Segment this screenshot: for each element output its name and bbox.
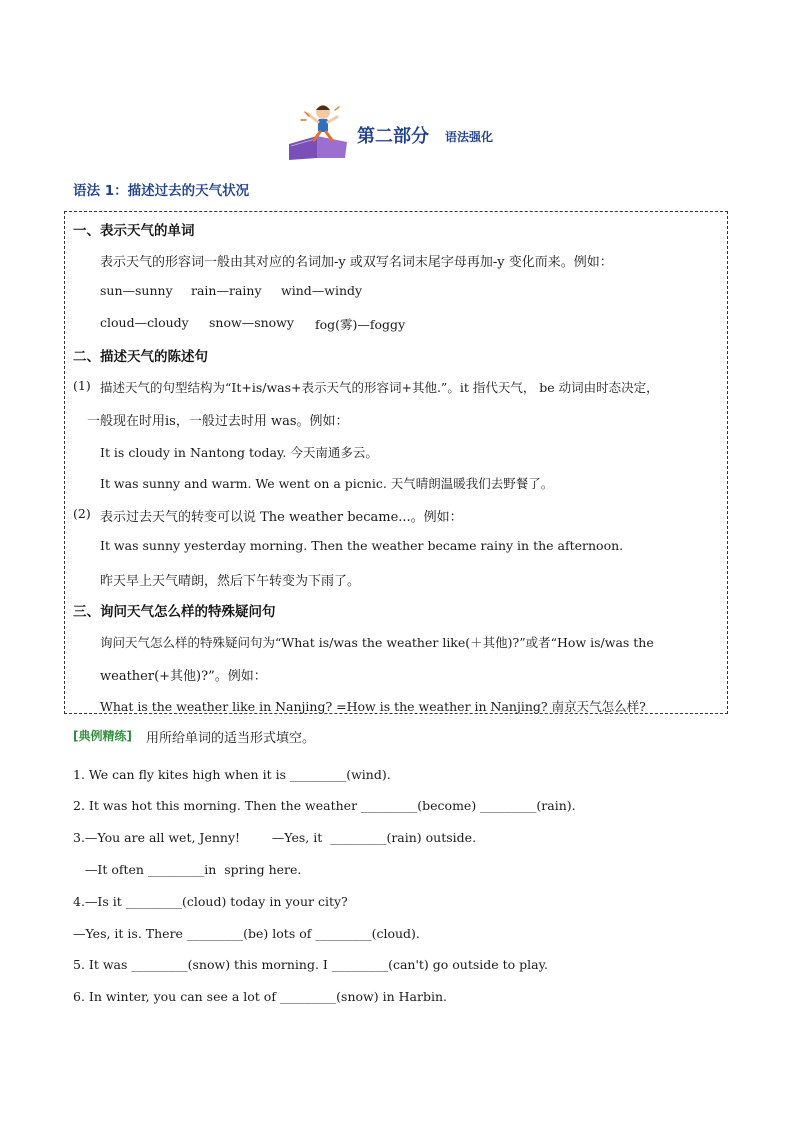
section-heading-1: 一、表示天气的单词 — [73, 223, 195, 239]
point-1-text-cont: 一般现在时用is，一般过去时用 was。例如： — [87, 414, 349, 429]
page-title: 第二部分 — [357, 126, 429, 147]
exercise-item: 3.—You are all wet, Jenny! —Yes, it _________(rain) outside. — [73, 830, 477, 845]
example-sentence: It is cloudy in Nantong today. 今天南通多云。 — [100, 445, 378, 460]
section-heading-3: 三、询问天气怎么样的特殊疑问句 — [73, 604, 276, 620]
section-3-text: 询问天气怎么样的特殊疑问句为“What is/was the weather like(＋其他)?”或者“How is/was the — [100, 635, 654, 650]
word-pair: wind—windy — [281, 283, 363, 298]
exercise-item: 4.—Is it _________(cloud) today in your city? — [73, 894, 348, 909]
example-sentence: It was sunny yesterday morning. Then the weather became rainy in the afternoon. — [100, 538, 624, 553]
section-3-text-cont: weather(+其他)?”。例如： — [100, 669, 267, 684]
point-1-text: 描述天气的句型结构为“It+is/was+表示天气的形容词+其他.”。it 指代天气， be 动词由时态决定， — [100, 380, 659, 395]
exercise-item: 5. It was _________(snow) this morning. I _________(can't) go outside to play. — [73, 957, 548, 972]
kid-reading-book-icon — [283, 100, 353, 162]
point-number: (1) — [73, 378, 91, 393]
word-pair: cloud—cloudy — [100, 315, 189, 330]
example-translation: 昨天早上天气晴朗，然后下午转变为下雨了。 — [100, 574, 361, 589]
example-sentence: It was sunny and warm. We went on a picnic. 天气晴朗温暖我们去野餐了。 — [100, 476, 554, 491]
exercise-item: —It often _________in spring here. — [73, 862, 302, 877]
word-pair: fog(雾)—foggy — [315, 317, 406, 332]
word-pair: sun—sunny — [100, 283, 173, 298]
exercise-item: 1. We can fly kites high when it is _________(wind). — [73, 767, 391, 782]
point-2-text: 表示过去天气的转变可以说 The weather became...。例如： — [100, 510, 463, 525]
page-subtitle: 语法强化 — [445, 130, 494, 144]
word-pair: rain—rainy — [191, 283, 262, 298]
practice-instruction: 用所给单词的适当形式填空。 — [146, 731, 316, 746]
section-1-description: 表示天气的形容词一般由其对应的名词加-y 或双写名词末尾字母再加-y 变化而来。例如： — [100, 255, 613, 270]
exercise-item: 2. It was hot this morning. Then the weather _________(become) _________(rain). — [73, 798, 576, 813]
practice-label: [典例精练] — [73, 729, 132, 743]
grammar-title: 语法 1：描述过去的天气状况 — [73, 183, 250, 199]
exercise-item: 6. In winter, you can see a lot of _________(snow) in Harbin. — [73, 989, 447, 1004]
example-sentence: What is the weather like in Nanjing? =How is the weather in Nanjing? 南京天气怎么样? — [100, 699, 646, 714]
section-heading-2: 二、描述天气的陈述句 — [73, 349, 208, 365]
point-number: (2) — [73, 506, 91, 521]
word-pair: snow—snowy — [209, 315, 294, 330]
exercise-item: —Yes, it is. There _________(be) lots of _________(cloud). — [73, 926, 420, 941]
